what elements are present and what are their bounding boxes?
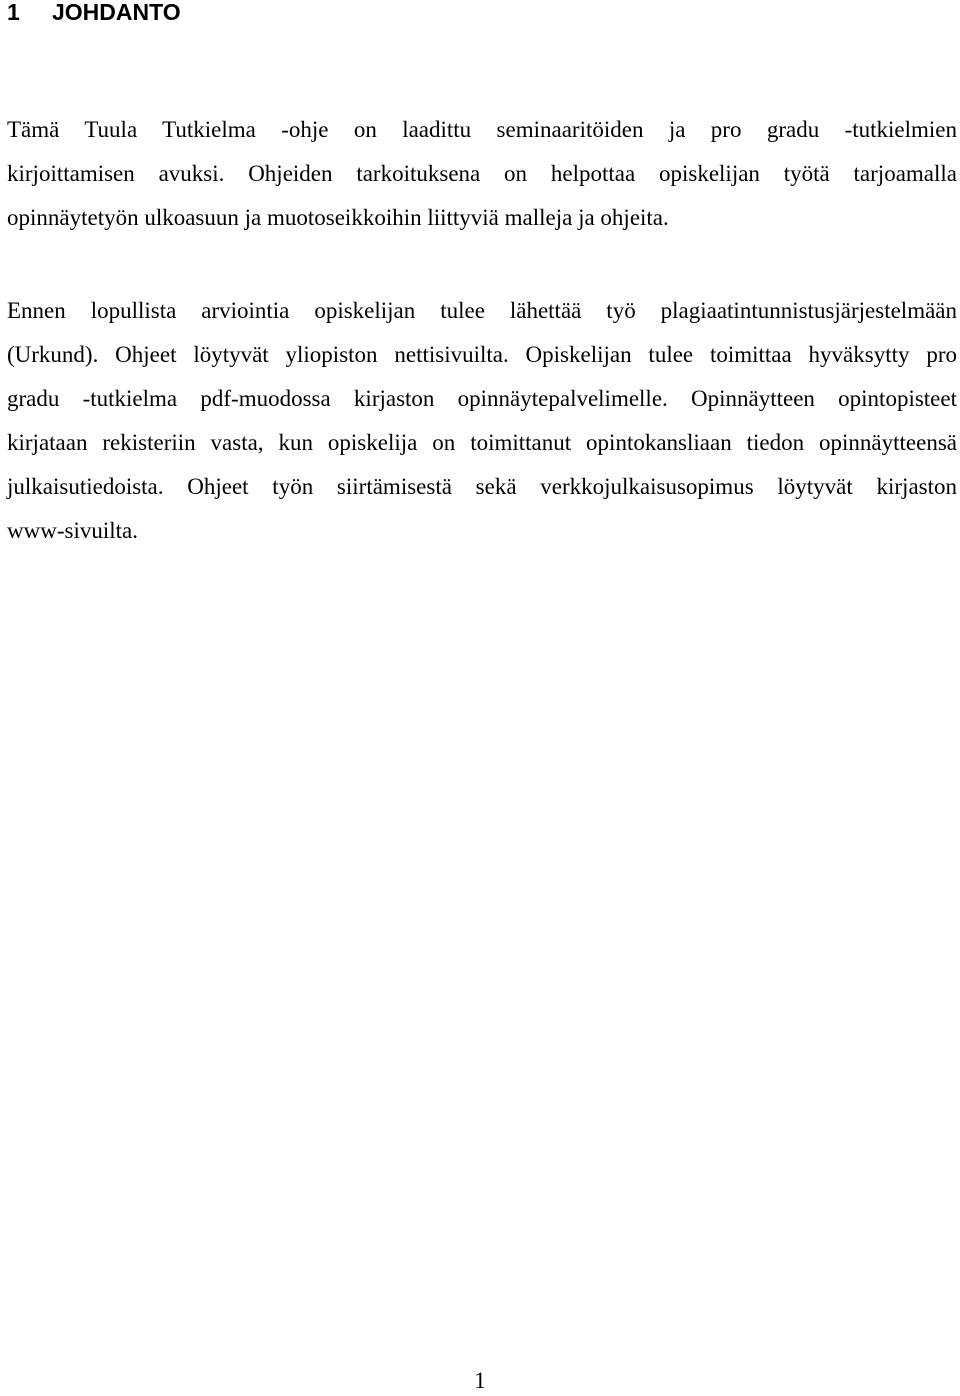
paragraph-line: (Urkund). Ohjeet löytyvät yliopiston nettisivuilta. Opiskelijan tulee toimittaa hyväksytty pro [7,342,957,367]
paragraph-line: gradu -tutkielma pdf-muodossa kirjaston opinnäytepalvelimelle. Opinnäytteen opintopisteet [7,386,957,411]
paragraph-line: Ennen lopullista arviointia opiskelijan tulee lähettää työ plagiaatintunnistusjärjestelmään [7,298,957,323]
intro-paragraph [7,108,957,240]
paragraph-line: kirjoittamisen avuksi. Ohjeiden tarkoituksena on helpottaa opiskelijan työtä tarjoamalla [7,161,957,186]
paragraph-line: Tämä Tuula Tutkielma -ohje on laadittu seminaaritöiden ja pro gradu -tutkielmien [7,117,957,142]
paragraph-line: opinnäytetyön ulkoasuun ja muotoseikkoihin liittyviä malleja ja ohjeita. [7,205,669,230]
section-title: JOHDANTO [52,0,181,25]
page-number: 1 [474,1368,486,1393]
section-number: 1 [7,0,20,25]
paragraph-line: julkaisutiedoista. Ohjeet työn siirtämisestä sekä verkkojulkaisusopimus löytyvät kirjaston [7,474,957,499]
section-heading [7,0,181,30]
submission-paragraph [7,289,957,553]
paragraph-line: www-sivuilta. [7,518,138,543]
paragraph-line: kirjataan rekisteriin vasta, kun opiskelija on toimittanut opintokansliaan tiedon opinnäytteensä [7,430,957,455]
